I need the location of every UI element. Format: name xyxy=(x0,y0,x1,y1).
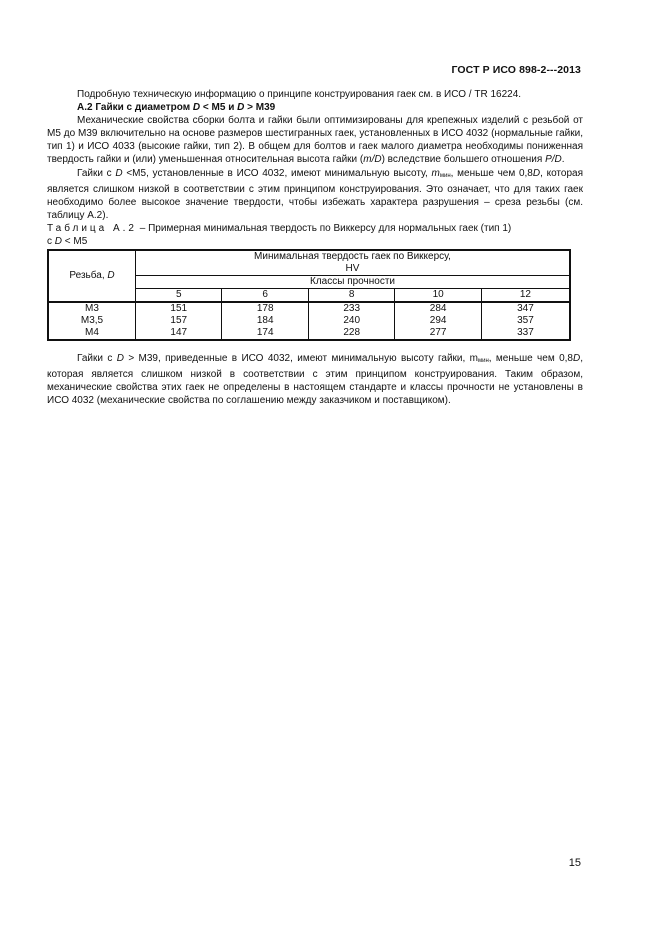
page-content xyxy=(47,88,583,408)
paragraph-large-nuts: Гайки с D > М39, приведенные в ИСО 4032, имеют минимальную высоту гайки, $m_{мин}$, меньше чем 0,8D, которая является слишком низкой в соответствии с этим принципом конструирования. Таким образом, механические свойства этих гаек не определены в настоящем стандарте и классы прочности не установлены в ИСО 4032 (механические свойства по соглашению между заказчиком и поставщиком). xyxy=(47,353,583,407)
paragraph-design-principle: Механические свойства сборки болта и гайки были оптимизированы для крепежных изделий с резьбой от М5 до М39 включительно на основе размеров шестигранных гаек, установленных в ИСО 4032 (нормальные гайки, тип 1) и ИСО 4033 (высокие гайки, тип 2). В общем для болтов и гаек малого диаметра необходимы пониженная твердость гайки и (или) уменьшенная относительная высота гайки (m/D) вследствие большего отношения P/D. xyxy=(47,115,583,166)
hardness-cell: 337 xyxy=(481,327,570,340)
thread-cell: М3 xyxy=(48,302,136,315)
class-value: 5 xyxy=(136,289,222,303)
hardness-cell: 284 xyxy=(395,302,481,315)
hardness-cell: 157 xyxy=(136,315,222,327)
thread-cell: М3,5 xyxy=(48,315,136,327)
hardness-cell: 151 xyxy=(136,302,222,315)
thread-cell: М4 xyxy=(48,327,136,340)
page-number: 15 xyxy=(568,857,581,869)
section-heading: А.2 Гайки с диаметром D < М5 и D > М39 xyxy=(77,102,276,114)
thread-column-header: Резьба, D xyxy=(48,250,136,302)
hardness-cell: 178 xyxy=(222,302,308,315)
hardness-header: Минимальная твердость гаек по Виккерсу, HV xyxy=(136,250,571,276)
class-value: 8 xyxy=(308,289,394,303)
table-header-row xyxy=(48,250,570,276)
class-value: 12 xyxy=(481,289,570,303)
table-caption: Таблица А.2 – Примерная минимальная твердость по Виккерсу для нормальных гаек (тип 1) с D < М5 xyxy=(47,222,512,248)
hardness-cell: 228 xyxy=(308,327,394,340)
hardness-cell: 347 xyxy=(481,302,570,315)
hardness-cell: 147 xyxy=(136,327,222,340)
table-row xyxy=(48,302,570,315)
hardness-cell: 233 xyxy=(308,302,394,315)
intro-paragraph: Подробную техническую информацию о принципе конструирования гаек см. в ИСО / TR 16224. xyxy=(77,89,522,100)
hardness-cell: 174 xyxy=(222,327,308,340)
hardness-cell: 357 xyxy=(481,315,570,327)
hardness-cell: 240 xyxy=(308,315,394,327)
table-row xyxy=(48,327,570,340)
hardness-cell: 184 xyxy=(222,315,308,327)
class-value: 6 xyxy=(222,289,308,303)
table-row xyxy=(48,315,570,327)
hardness-cell: 294 xyxy=(395,315,481,327)
standard-designation: ГОСТ Р ИСО 898-2---2013 xyxy=(451,64,581,76)
hardness-table xyxy=(47,249,571,341)
paragraph-small-nuts: Гайки с D <М5, установленные в ИСО 4032, имеют минимальную высоту, $m_{мин}$, меньше чем 0,8D, которая является слишком низкой в соответствии с этим принципом конструирования. Это означает, что для таких гаек необходимо более высокое значение твердости, чтобы избежать характера разрушения – среза резьбы (см. таблицу А.2). xyxy=(47,167,583,221)
class-value: 10 xyxy=(395,289,481,303)
hardness-cell: 277 xyxy=(395,327,481,340)
classes-header: Классы прочности xyxy=(136,276,571,289)
